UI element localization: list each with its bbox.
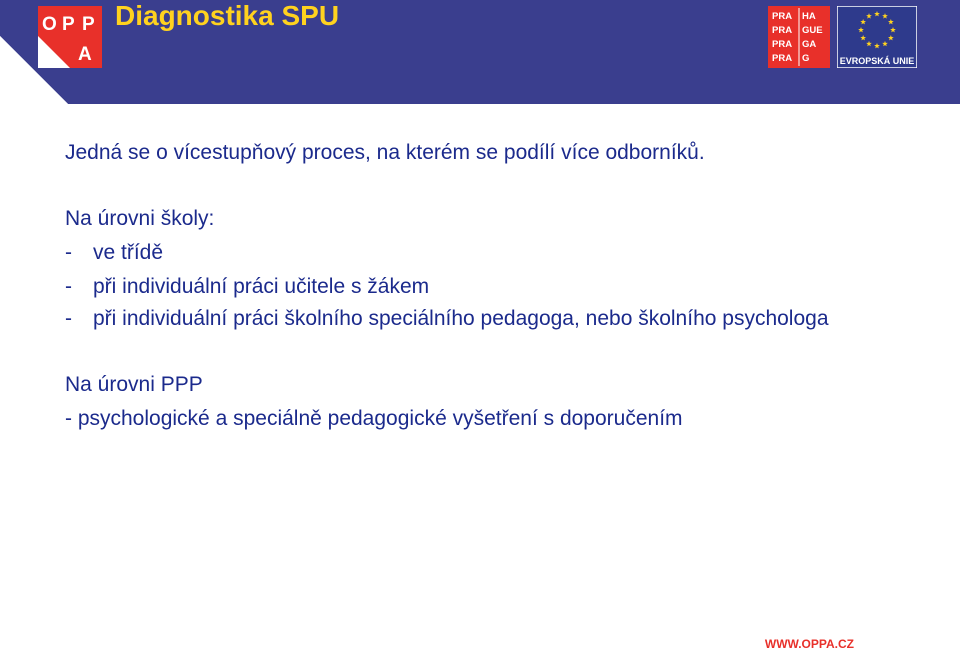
list-dash: - <box>65 307 72 330</box>
school-level-heading: Na úrovni školy: <box>65 207 215 230</box>
footer-url: WWW.OPPA.CZ <box>764 637 854 651</box>
praha-logo-text: PRA <box>772 25 793 36</box>
slide-content <box>65 136 925 436</box>
list-item <box>65 236 925 270</box>
oppa-logo-letter: A <box>78 44 92 65</box>
header-banner <box>0 0 960 104</box>
ppp-level-item: - psychologické a speciálně pedagogické vyšetření s doporučením <box>65 407 683 430</box>
list-item <box>65 304 925 334</box>
praha-logo-text: HA <box>802 11 816 22</box>
praha-logo-text: PRA <box>772 39 793 50</box>
page-title: Diagnostika SPU <box>115 0 340 31</box>
list-dash: - <box>65 275 72 298</box>
eu-logo <box>837 6 917 68</box>
intro-text: Jedná se o vícestupňový proces, na kterém se podílí více odborníků. <box>65 141 705 164</box>
oppa-logo <box>38 6 102 68</box>
list-dash: - <box>65 241 72 264</box>
praha-logo-text: GA <box>802 39 817 50</box>
praha-logo <box>768 6 830 68</box>
eu-logo-label: EVROPSKÁ UNIE <box>839 56 915 66</box>
list-item-text: při individuální práci školního speciálního pedagoga, nebo školního psychologa <box>93 307 829 330</box>
oppa-logo-letter: O <box>42 14 57 35</box>
oppa-logo-letter: P <box>82 14 95 35</box>
praha-logo-text: PRA <box>772 11 793 22</box>
oppa-logo-letter: P <box>62 14 75 35</box>
list-item <box>65 270 925 304</box>
praha-logo-text: G <box>802 53 810 64</box>
ppp-level-heading: Na úrovni PPP <box>65 373 203 396</box>
list-item-text: ve třídě <box>93 241 164 264</box>
list-item-text: při individuální práci učitele s žákem <box>93 275 430 298</box>
praha-logo-text: PRA <box>772 53 793 64</box>
praha-logo-text: GUE <box>802 25 823 36</box>
